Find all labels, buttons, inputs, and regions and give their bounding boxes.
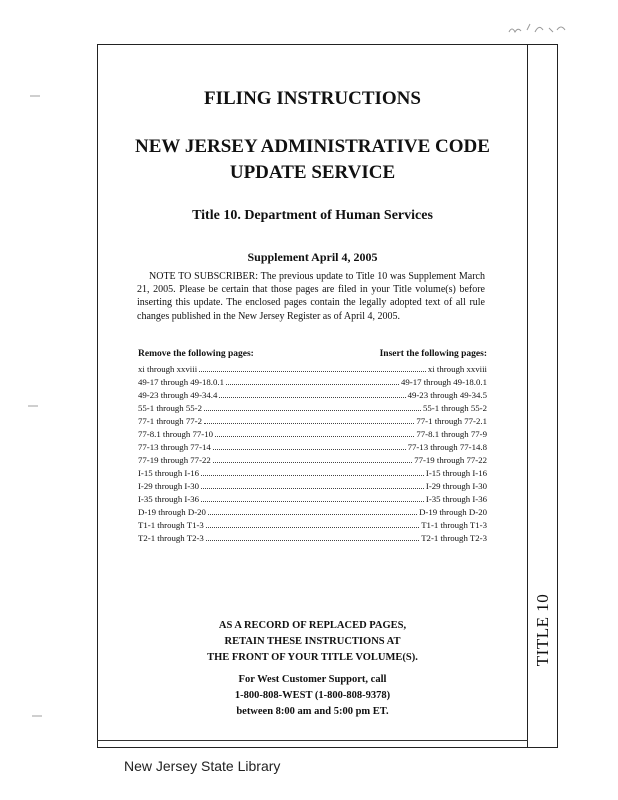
remove-header: Remove the following pages: (138, 349, 254, 359)
insert-pages: T2-1 through T2-3 (421, 533, 487, 543)
supplement-date: Supplement April 4, 2005 (247, 250, 378, 264)
insert-pages: 77-19 through 77-22 (414, 455, 487, 465)
table-row (138, 519, 487, 532)
dot-leader (206, 532, 419, 541)
table-row (138, 415, 487, 428)
remove-pages: I-15 through I-16 (138, 468, 200, 478)
table-row (138, 467, 487, 480)
table-row (138, 506, 487, 519)
library-stamp: New Jersey State Library (124, 758, 281, 774)
scan-speck (32, 715, 42, 717)
dot-leader (215, 428, 414, 437)
table-row (138, 376, 487, 389)
table-row (138, 389, 487, 402)
page-replacement-table (138, 349, 487, 545)
dot-leader (204, 402, 421, 411)
dot-leader (201, 480, 424, 489)
insert-header: Insert the following pages: (379, 349, 487, 359)
dot-leader (226, 376, 399, 385)
table-row (138, 402, 487, 415)
insert-pages: D-19 through D-20 (419, 507, 487, 517)
dot-leader (219, 389, 405, 398)
customer-support: For West Customer Support, call 1-800-808-WEST (1-800-808-9378) between 8:00 am and 5:00 pm ET. (234, 674, 391, 717)
dot-leader (201, 467, 424, 476)
table-row (138, 428, 487, 441)
scan-speck (30, 95, 40, 97)
dot-leader (213, 441, 406, 450)
insert-pages: T1-1 through T1-3 (421, 520, 487, 530)
remove-pages: xi through xxviii (138, 364, 198, 374)
remove-pages: I-29 through I-30 (138, 481, 200, 491)
remove-pages: T1-1 through T1-3 (138, 520, 204, 530)
handwritten-mark (505, 18, 575, 38)
table-header (138, 349, 487, 363)
insert-pages: 77-8.1 through 77-9 (416, 429, 487, 439)
dot-leader (201, 493, 424, 502)
remove-pages: 77-19 through 77-22 (138, 455, 211, 465)
dot-leader (204, 415, 414, 424)
insert-pages: 77-13 through 77-14.8 (407, 442, 487, 452)
title-heading: Title 10. Department of Human Services (192, 208, 433, 223)
table-row (138, 441, 487, 454)
remove-pages: 49-23 through 49-34.4 (138, 390, 218, 400)
insert-pages: 77-1 through 77-2.1 (416, 416, 487, 426)
insert-pages: xi through xxviii (427, 364, 487, 374)
remove-pages: 77-8.1 through 77-10 (138, 429, 214, 439)
subscriber-note: NOTE TO SUBSCRIBER: The previous update to Title 10 was Supplement March 21, 2005. Please be certain that those pages are filed in your Title volume(s) before inserting this update. The enclosed pages contain the legally adopted text of all rule changes published in the New Jersey Register as of April 4, 2005. (137, 271, 485, 322)
insert-pages: I-15 through I-16 (425, 468, 487, 478)
dot-leader (213, 454, 412, 463)
table-rows (138, 363, 487, 545)
bottom-rule (97, 740, 528, 741)
dot-leader (199, 363, 426, 372)
remove-pages: D-19 through D-20 (138, 507, 206, 517)
remove-pages: 55-1 through 55-2 (138, 403, 203, 413)
scan-speck (28, 405, 38, 407)
dot-leader (206, 519, 419, 528)
table-row (138, 532, 487, 545)
title-tab-label: TITLE 10 (533, 593, 553, 667)
table-row (138, 493, 487, 506)
table-row (138, 480, 487, 493)
table-row (138, 454, 487, 467)
remove-pages: 77-13 through 77-14 (138, 442, 211, 452)
dot-leader (208, 506, 417, 515)
remove-pages: T2-1 through T2-3 (138, 533, 204, 543)
remove-pages: 49-17 through 49-18.0.1 (138, 377, 225, 387)
insert-pages: 49-17 through 49-18.0.1 (400, 377, 487, 387)
insert-pages: 55-1 through 55-2 (422, 403, 487, 413)
table-row (138, 363, 487, 376)
record-instructions: AS A RECORD OF REPLACED PAGES, RETAIN THESE INSTRUCTIONS AT THE FRONT OF YOUR TITLE VOLUME(S). (207, 620, 418, 663)
insert-pages: 49-23 through 49-34.5 (407, 390, 487, 400)
remove-pages: I-35 through I-36 (138, 494, 200, 504)
insert-pages: I-29 through I-30 (425, 481, 487, 491)
remove-pages: 77-1 through 77-2 (138, 416, 203, 426)
page-title: FILING INSTRUCTIONS (204, 88, 421, 109)
insert-pages: I-35 through I-36 (425, 494, 487, 504)
code-title: NEW JERSEY ADMINISTRATIVE CODE UPDATE SERVICE (135, 136, 490, 183)
